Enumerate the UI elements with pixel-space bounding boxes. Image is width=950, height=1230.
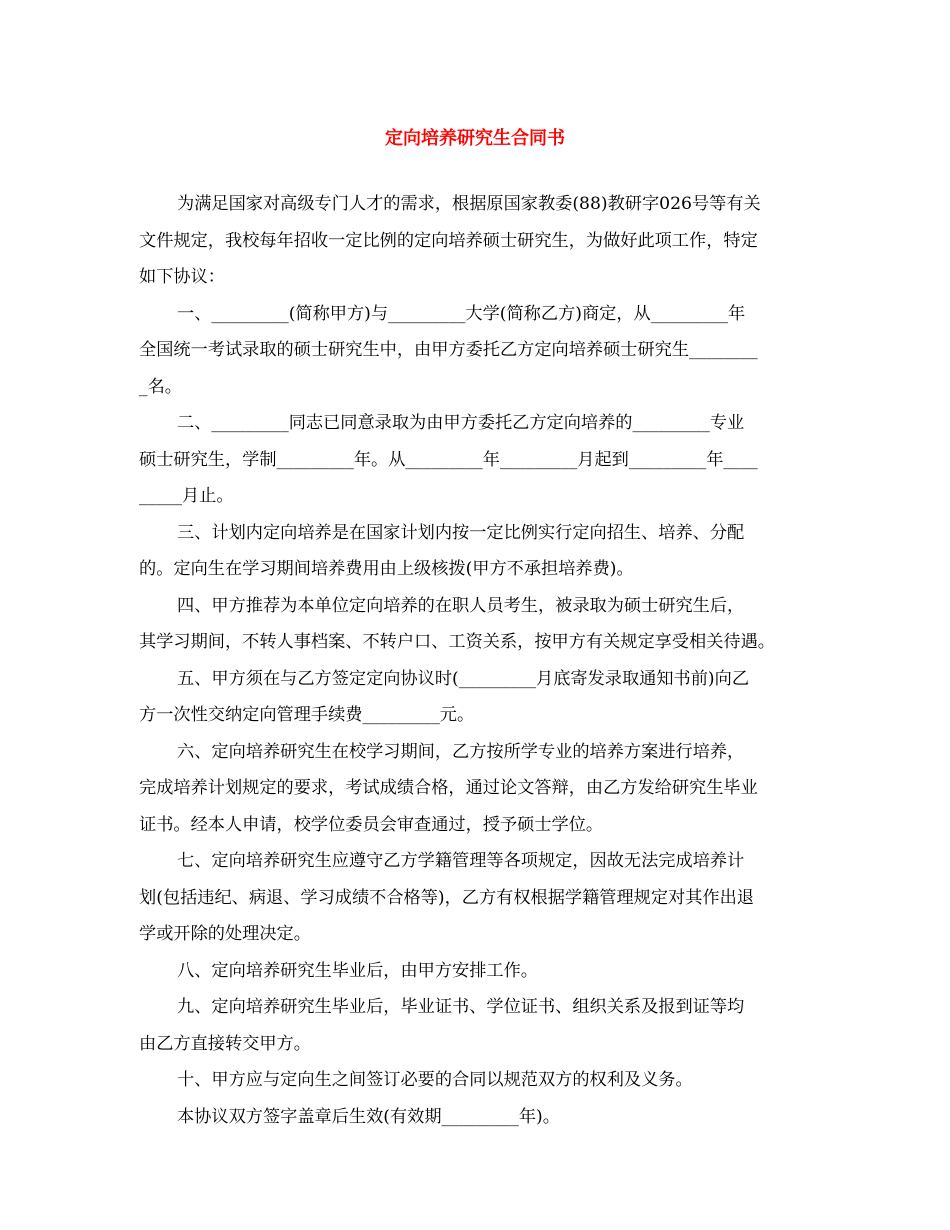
- effective-clause: 本协议双方签字盖章后生效(有效期_________年)。: [177, 1106, 560, 1127]
- text-line: 划(包括违纪、病退、学习成绩不合格等)，乙方有权根据学籍管理规定对其作出退: [139, 887, 754, 908]
- clause-7: 七、定向培养研究生应遵守乙方学籍管理等各项规定，因故无法完成培养计: [177, 851, 745, 871]
- clause-4: 四、甲方推荐为本单位定向培养的在职人员考生，被录取为硕士研究生后，: [177, 595, 745, 616]
- text-line: 为满足国家对高级专门人才的需求，根据原国家教委(88)教研字026号等有关: [177, 194, 761, 214]
- text-line: 完成培养计划规定的要求，考试成绩合格，通过论文答辩，由乙方发给研究生毕业: [139, 778, 758, 798]
- text-line: 方一次性交纳定向管理手续费_________元。: [139, 705, 475, 725]
- text-line: 全国统一考试录取的硕士研究生中，由甲方委托乙方定向培养硕士研究生________: [139, 340, 758, 360]
- text-line: 其学习期间，不转人事档案、不转户口、工资关系，按甲方有关规定享受相关待遇。: [139, 632, 775, 652]
- clause-1: 一、_________(简称甲方)与_________大学(简称乙方)商定，从_________年: [177, 303, 746, 324]
- document-title: 定向培养研究生合同书: [385, 128, 565, 149]
- text-line: _____月止。: [139, 486, 234, 506]
- text-line: 如下协议：: [139, 267, 225, 287]
- document-body: [139, 186, 811, 1135]
- text-line: 证书。经本人申请，校学位委员会审查通过，授予硕士学位。: [139, 814, 604, 835]
- text-line: 由乙方直接转交甲方。: [139, 1033, 311, 1054]
- clause-3: 三、计划内定向培养是在国家计划内按一定比例实行定向招生、培养、分配: [177, 522, 745, 543]
- clause-10: 十、甲方应与定向生之间签订必要的合同以规范双方的权利及义务。: [177, 1070, 693, 1090]
- text-line: _名。: [139, 376, 182, 397]
- clause-6: 六、定向培养研究生在校学习期间，乙方按所学专业的培养方案进行培养，: [177, 741, 745, 762]
- text-line: 文件规定，我校每年招收一定比例的定向培养硕士研究生，为做好此项工作，特定: [139, 230, 758, 251]
- text-line: 硕士研究生，学制_________年。从_________年_________月起到_________年____: [139, 449, 758, 470]
- clause-5: 五、甲方须在与乙方签定定向协议时(_________月底寄发录取通知书前)向乙: [177, 668, 750, 689]
- text-line: 的。定向生在学习期间培养费用由上级核拨(甲方不承担培养费)。: [139, 559, 634, 579]
- text-line: 学或开除的处理决定。: [139, 924, 311, 944]
- clause-8: 八、定向培养研究生毕业后，由甲方安排工作。: [177, 960, 538, 981]
- clause-9: 九、定向培养研究生毕业后，毕业证书、学位证书、组织关系及报到证等均: [177, 997, 745, 1017]
- clause-2: 二、_________同志已同意录取为由甲方委托乙方定向培养的_________专业: [177, 413, 745, 433]
